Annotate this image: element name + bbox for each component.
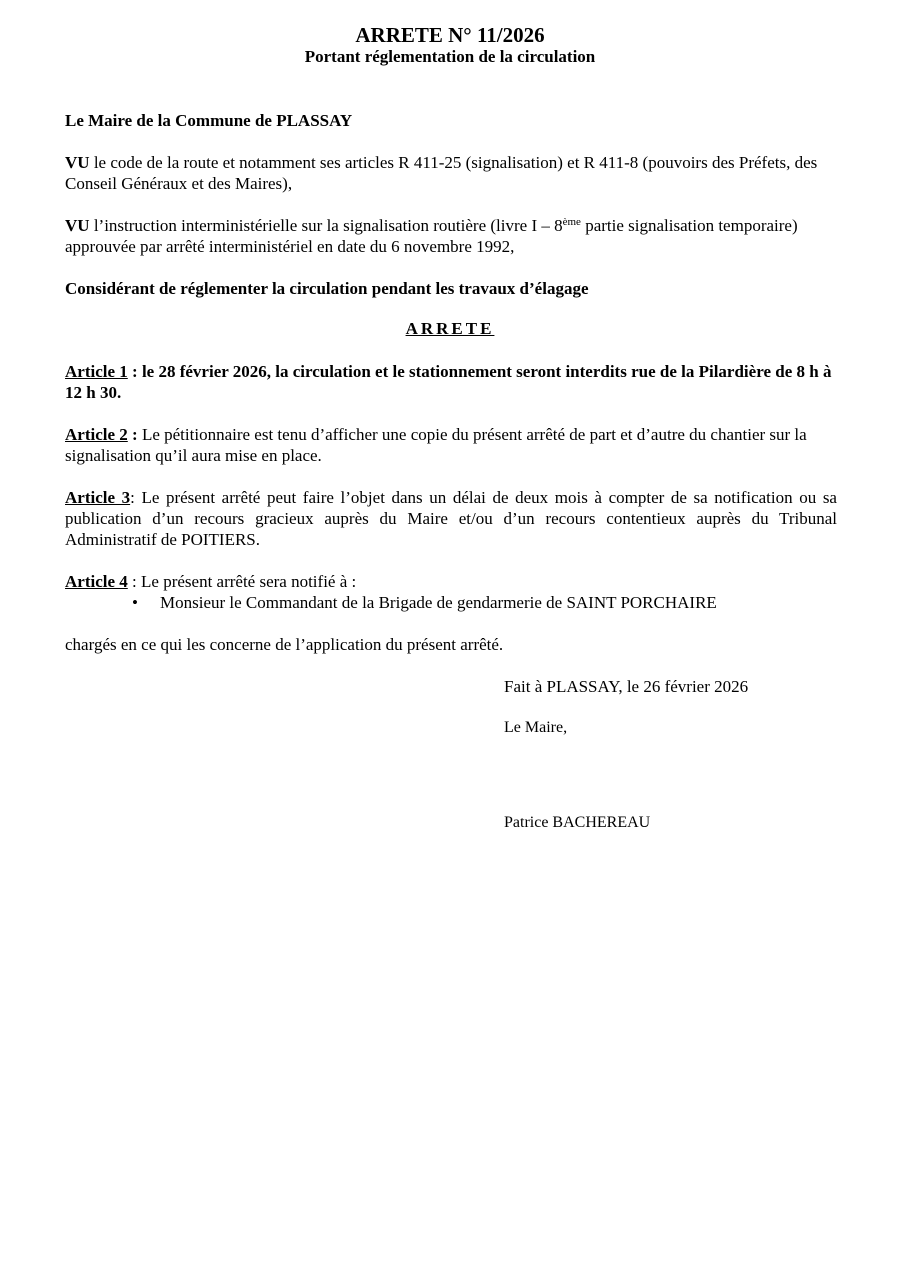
article-label: Article 3 — [65, 488, 131, 507]
document-subtitle: Portant réglementation de la circulation — [304, 47, 596, 66]
signature-place-date: Fait à PLASSAY, le 26 février 2026 — [504, 677, 749, 696]
article-separator: : — [127, 362, 142, 381]
vu-paragraph-2 — [65, 215, 837, 257]
article-text: Le présent arrêté peut faire l’objet dans un délai de deux mois à compter de sa notification ou sa publication d’un recours gracieux auprès du Maire et/ou d’un recours contentieux auprès du Tribunal Administratif de POITIERS. — [65, 488, 837, 549]
recipient-list-item — [132, 592, 852, 613]
vu-text: le code de la route et notamment ses articles R 411-25 (signalisation) et R 411-8 (pouvoirs des Préfets, des Conseil Généraux et des Maires), — [65, 153, 818, 193]
recipient-text: Monsieur le Commandant de la Brigade de gendarmerie de SAINT PORCHAIRE — [160, 593, 717, 612]
article-text: Le pétitionnaire est tenu d’afficher une copie du présent arrêté de part et d’autre du chantier sur la signalisation qu’il aura mise en place. — [65, 425, 807, 465]
bullet-icon: • — [132, 593, 138, 612]
article-label: Article 4 — [65, 572, 128, 591]
vu-label: VU — [65, 153, 90, 172]
document-title: ARRETE N° 11/2026 — [355, 23, 545, 47]
signature-name: Patrice BACHEREAU — [504, 814, 651, 831]
article-label: Article 2 — [65, 425, 128, 444]
article-text: Le présent arrêté sera notifié à : — [141, 572, 357, 591]
vu-paragraph-1 — [65, 152, 837, 194]
article-2 — [65, 424, 837, 466]
vu-text-after: partie signalisation temporaire) approuvée par arrêté interministériel en date du 6 novembre 1992, — [65, 216, 798, 256]
article-label: Article 1 — [65, 362, 128, 381]
article-1 — [65, 361, 837, 403]
considerant-paragraph: Considérant de réglementer la circulation pendant les travaux d’élagage — [65, 279, 589, 298]
arrete-heading: ARRETE — [405, 319, 495, 338]
article-4 — [65, 571, 837, 592]
issuing-authority: Le Maire de la Commune de PLASSAY — [65, 111, 353, 130]
article-3 — [65, 487, 837, 550]
superscript-eme: ème — [562, 216, 581, 228]
closing-paragraph: chargés en ce qui les concerne de l’application du présent arrêté. — [65, 635, 504, 654]
signature-role: Le Maire, — [504, 719, 568, 736]
vu-label: VU — [65, 216, 90, 235]
article-separator: : — [127, 425, 142, 444]
article-separator: : — [127, 572, 142, 591]
article-separator: : — [130, 488, 142, 507]
vu-text-before: l’instruction interministérielle sur la signalisation routière (livre I – 8 — [89, 216, 563, 235]
article-text: le 28 février 2026, la circulation et le stationnement seront interdits rue de la Pilardière de 8 h à 12 h 30. — [65, 362, 832, 402]
